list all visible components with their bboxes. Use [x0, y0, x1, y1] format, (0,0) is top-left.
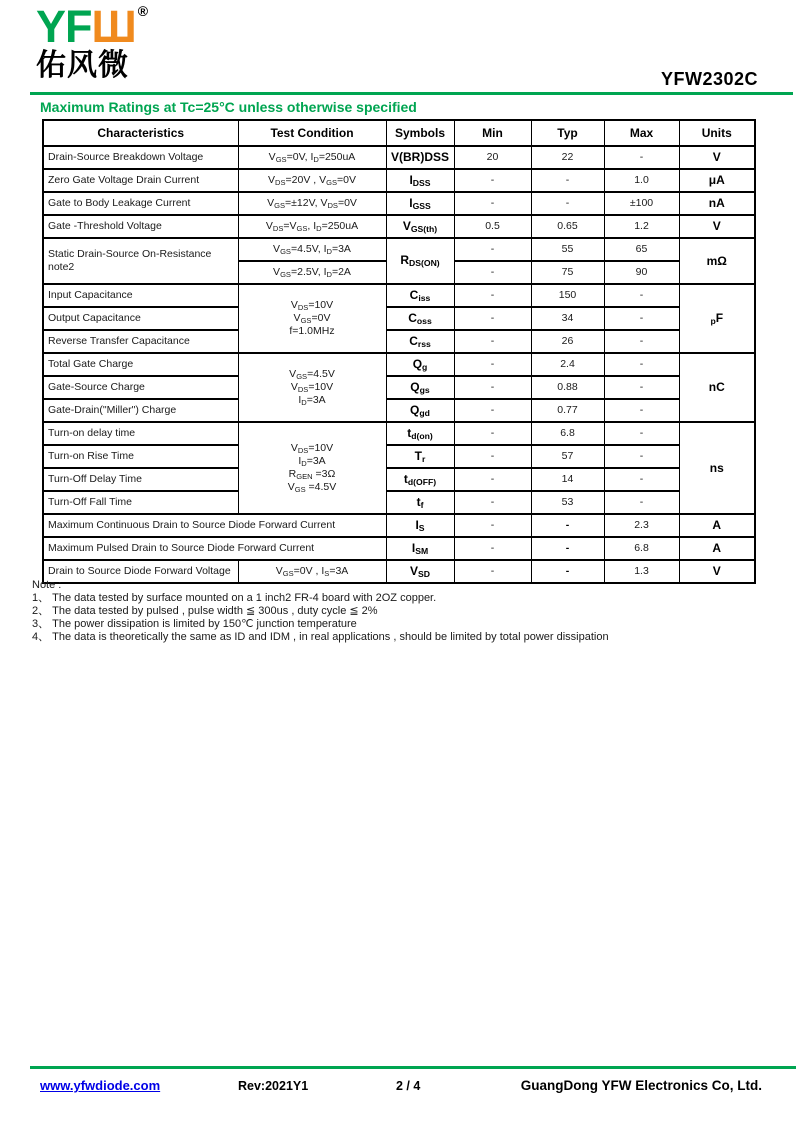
note-item: 4、 The data is theoretically the same as ID and IDM , in real applications , should be limited by total power dissipation	[32, 631, 609, 643]
table-cell: 22	[531, 146, 604, 169]
table-cell: -	[604, 307, 679, 330]
table-cell: -	[454, 169, 531, 192]
table-cell: $I_S$	[386, 514, 454, 537]
product-code: YFW2302C	[660, 69, 758, 89]
table-cell: 55	[531, 238, 604, 261]
column-header: Characteristics	[43, 120, 238, 146]
table-cell: $V_{GS}=\pm 12V$, $V_{DS}=0V$	[238, 192, 386, 215]
column-header: Test Condition	[238, 120, 386, 146]
table-row	[43, 445, 755, 468]
table-row	[43, 169, 755, 192]
table-cell: -	[531, 192, 604, 215]
table-cell: -	[531, 169, 604, 192]
header-row	[43, 120, 755, 146]
logo-chinese-name: 佑风微	[36, 49, 129, 82]
table-cell: $V_{DS}=V_{GS}$, $I_D=250uA$	[238, 215, 386, 238]
table-cell: Input Capacitance	[43, 284, 238, 307]
table-row	[43, 146, 755, 169]
column-header: Units	[679, 120, 755, 146]
table-cell: V	[679, 146, 755, 169]
table-row	[43, 422, 755, 445]
table-cell: -	[454, 330, 531, 353]
table-cell: Reverse Transfer Capacitance	[43, 330, 238, 353]
page-number: 2 / 4	[396, 1079, 421, 1093]
note-item: 3、 The power dissipation is limited by 150℃ junction temperature	[32, 618, 357, 630]
table-row	[43, 399, 755, 422]
table-cell: 1.0	[604, 169, 679, 192]
table-cell: nC	[679, 353, 755, 422]
table-cell: -	[454, 353, 531, 376]
table-row	[43, 514, 755, 537]
table-cell: $R_{DS(ON)}$	[386, 238, 454, 284]
table-cell: 0.65	[531, 215, 604, 238]
table-row	[43, 238, 755, 261]
table-row	[43, 330, 755, 353]
column-header: Symbols	[386, 120, 454, 146]
table-cell: -	[604, 491, 679, 514]
table-cell: A	[679, 514, 755, 537]
table-cell: -	[454, 491, 531, 514]
company-name: GuangDong YFW Electronics Co, Ltd.	[520, 1078, 762, 1093]
logo-wordmark	[36, 1, 148, 52]
table-cell: -	[454, 192, 531, 215]
table-cell: $V_{DS}=20V$ , $V_{GS}=0V$	[238, 169, 386, 192]
notes-block	[32, 579, 609, 644]
table-cell: -	[454, 445, 531, 468]
table-row	[43, 284, 755, 307]
table-cell: Maximum Continuous Drain to Source Diode Forward Current	[43, 514, 386, 537]
notes-label: Note :	[32, 579, 62, 591]
table-cell: Gate-Source Charge	[43, 376, 238, 399]
table-row	[43, 537, 755, 560]
table-cell: -	[604, 353, 679, 376]
table-cell: Drain-Source Breakdown Voltage	[43, 146, 238, 169]
table-cell: -	[604, 399, 679, 422]
table-cell: -	[604, 330, 679, 353]
table-cell: -	[454, 537, 531, 560]
revision-label: Rev:2021Y1	[238, 1079, 309, 1093]
table-cell: -	[454, 261, 531, 284]
footer-divider-rule	[30, 1066, 796, 1069]
table-cell: $Q_g$	[386, 353, 454, 376]
table-cell: V	[679, 215, 755, 238]
table-cell: 65	[604, 238, 679, 261]
registered-trademark-icon: ®	[137, 3, 148, 19]
table-cell: Gate to Body Leakage Current	[43, 192, 238, 215]
table-cell: $I_{GSS}$	[386, 192, 454, 215]
table-cell: Drain to Source Diode Forward Voltage	[43, 560, 238, 583]
company-logo	[36, 1, 148, 82]
table-row	[43, 376, 755, 399]
website-link[interactable]: www.yfwdiode.com	[40, 1078, 161, 1093]
table-cell: Turn-Off Delay Time	[43, 468, 238, 491]
table-cell: Gate -Threshold Voltage	[43, 215, 238, 238]
table-cell: -	[454, 376, 531, 399]
table-cell: Total Gate Charge	[43, 353, 238, 376]
table-cell: 2.3	[604, 514, 679, 537]
table-cell: $V_{GS}=4.5V$ $V_{DS}=10V$ $I_D=3A$	[238, 353, 386, 422]
table-cell: -	[604, 284, 679, 307]
table-cell: A	[679, 537, 755, 560]
column-header: Max	[604, 120, 679, 146]
table-cell: -	[454, 307, 531, 330]
table-cell: 90	[604, 261, 679, 284]
table-row	[43, 307, 755, 330]
table-cell: ns	[679, 422, 755, 514]
table-cell: 0.5	[454, 215, 531, 238]
header-divider-rule	[30, 92, 793, 95]
table-cell: 26	[531, 330, 604, 353]
table-cell: 150	[531, 284, 604, 307]
table-row	[43, 192, 755, 215]
column-header: Typ	[531, 120, 604, 146]
table-cell: -	[604, 468, 679, 491]
table-cell: $Q_{gs}$	[386, 376, 454, 399]
table-cell: $V_{GS(th)}$	[386, 215, 454, 238]
table-cell: 53	[531, 491, 604, 514]
table-cell: -	[454, 284, 531, 307]
table-cell: 6.8	[531, 422, 604, 445]
table-cell: 20	[454, 146, 531, 169]
table-cell: $V_{GS}=2.5V$, $I_D=2A$	[238, 261, 386, 284]
table-cell: -	[604, 445, 679, 468]
table-cell: 57	[531, 445, 604, 468]
table-cell: $V_{GS}=4.5V$, $I_D=3A$	[238, 238, 386, 261]
table-cell: $V_{SD}$	[386, 560, 454, 583]
table-row	[43, 353, 755, 376]
table-cell: 0.88	[531, 376, 604, 399]
table-cell: $T_r$	[386, 445, 454, 468]
table-cell: -	[531, 514, 604, 537]
table-cell: -	[454, 514, 531, 537]
table-cell: -	[604, 422, 679, 445]
logo-text-green: YF	[36, 1, 92, 52]
table-cell: -	[454, 399, 531, 422]
table-cell: $_p$F	[679, 284, 755, 353]
table-row	[43, 215, 755, 238]
table-cell: 14	[531, 468, 604, 491]
table-cell: $t_{d(on)}$	[386, 422, 454, 445]
table-cell: -	[454, 422, 531, 445]
table-cell: Turn-on delay time	[43, 422, 238, 445]
table-cell: $t_f$	[386, 491, 454, 514]
table-row	[43, 468, 755, 491]
note-item: 2、 The data tested by pulsed , pulse width ≦ 300us , duty cycle ≦ 2%	[32, 605, 378, 617]
table-cell: V	[679, 560, 755, 583]
table-cell: Zero Gate Voltage Drain Current	[43, 169, 238, 192]
table-cell: Gate-Drain("Miller") Charge	[43, 399, 238, 422]
table-cell: -	[454, 560, 531, 583]
table-cell: $C_{oss}$	[386, 307, 454, 330]
table-cell: $V_{DS}=10V$ $V_{GS}=0V$ f=1.0MHz	[238, 284, 386, 353]
table-cell: $t_{d(OFF)}$	[386, 468, 454, 491]
table-row	[43, 491, 755, 514]
logo-w-glyph: Ш	[91, 1, 136, 52]
section-title: Maximum Ratings at Tc=25°C unless otherwise specified	[40, 99, 417, 115]
table-cell: $C_{iss}$	[386, 284, 454, 307]
table-cell: Maximum Pulsed Drain to Source Diode Forward Current	[43, 537, 386, 560]
table-cell: -	[531, 537, 604, 560]
table-cell: $I_{SM}$	[386, 537, 454, 560]
table-cell: $V_{DS}=10V$ $I_D=3A$ $R_{GEN} =3\Omega$ $V_{GS} =4.5V$	[238, 422, 386, 514]
table-cell: 75	[531, 261, 604, 284]
table-cell: 6.8	[604, 537, 679, 560]
table-cell: 0.77	[531, 399, 604, 422]
table-cell: -	[604, 376, 679, 399]
table-cell: $C_{rss}$	[386, 330, 454, 353]
table-cell: Static Drain-Source On-Resistance note2	[43, 238, 238, 284]
table-cell: $V_{GS}=0V$ , $I_S=3A$	[238, 560, 386, 583]
table-cell: Turn-on Rise Time	[43, 445, 238, 468]
table-cell: mΩ	[679, 238, 755, 284]
table-cell: 1.3	[604, 560, 679, 583]
table-cell: $V_{GS}=0V$, $I_D=250uA$	[238, 146, 386, 169]
table-cell: -	[454, 238, 531, 261]
table-cell: $Q_{gd}$	[386, 399, 454, 422]
ratings-table	[42, 119, 756, 584]
table-cell: -	[454, 468, 531, 491]
table-cell: 34	[531, 307, 604, 330]
table-cell: -	[531, 560, 604, 583]
table-cell: V(BR)DSS	[386, 146, 454, 169]
table-body	[43, 146, 755, 583]
table-cell: $I_{DSS}$	[386, 169, 454, 192]
table-cell: ±100	[604, 192, 679, 215]
table-cell: μA	[679, 169, 755, 192]
table-head	[43, 120, 755, 146]
table-cell: nA	[679, 192, 755, 215]
table-cell: 2.4	[531, 353, 604, 376]
column-header: Min	[454, 120, 531, 146]
table-cell: Output Capacitance	[43, 307, 238, 330]
table-cell: Turn-Off Fall Time	[43, 491, 238, 514]
note-item: 1、 The data tested by surface mounted on a 1 inch2 FR-4 board with 2OZ copper.	[32, 592, 437, 604]
table-cell: 1.2	[604, 215, 679, 238]
table-cell: -	[604, 146, 679, 169]
